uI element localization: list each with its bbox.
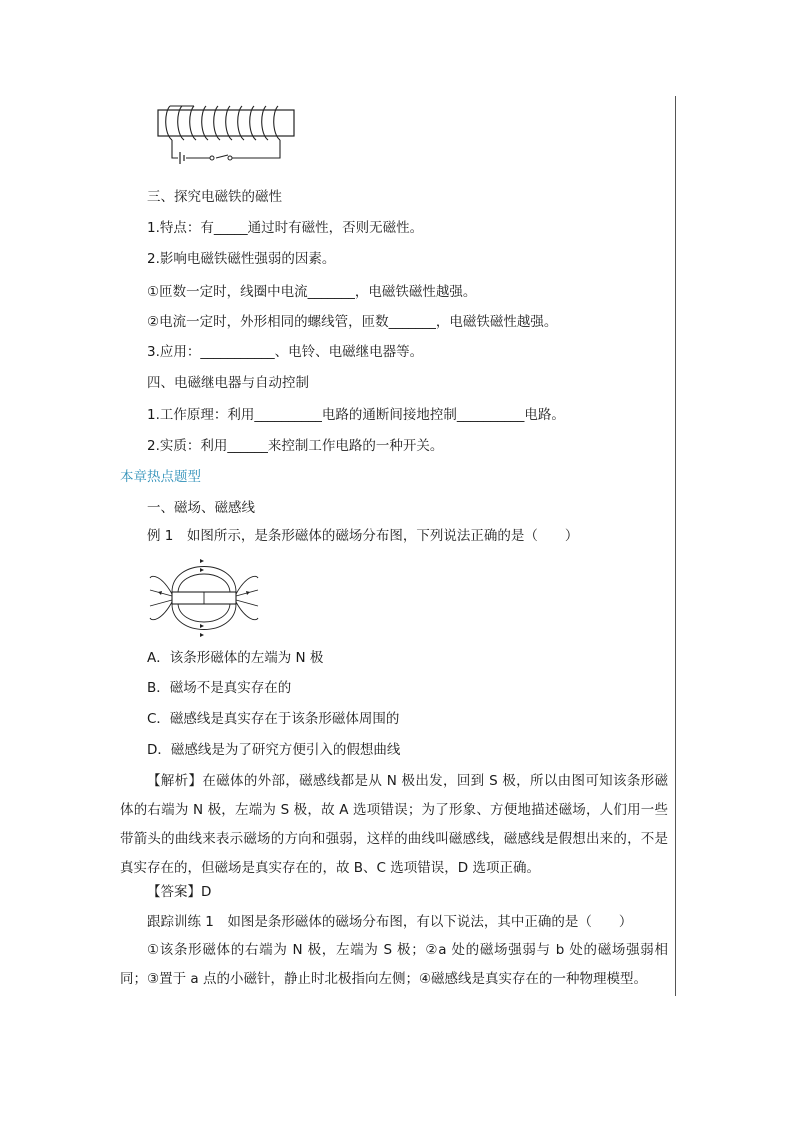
- electromagnet-circuit-figure: [150, 98, 300, 168]
- page-margin-rule: [675, 96, 676, 996]
- section3-line1: 1.特点：有_____通过时有磁性，否则无磁性。: [147, 220, 424, 236]
- coil-windings: [166, 106, 280, 140]
- example1-question: 例 1 如图所示，是条形磁体的磁场分布图，下列说法正确的是（ ）: [147, 528, 579, 544]
- circuit-wire: [172, 140, 280, 158]
- option-c: C．磁感线是真实存在于该条形磁体周围的: [147, 711, 400, 727]
- practice1-statements: ①该条形磁体的右端为 N 极，左端为 S 极；②a 处的磁场强弱与 b 处的磁场强弱相同；③置于 a 点的小磁针，静止时北极指向左侧；④磁感线是真实存在的一种物理模型。: [120, 942, 668, 987]
- section4-line2: 2.实质：利用______来控制工作电路的一种开关。: [147, 438, 444, 454]
- option-b: B．磁场不是真实存在的: [147, 680, 292, 696]
- section4-title: 四、电磁继电器与自动控制: [147, 375, 309, 391]
- hot-topics-heading: 本章热点题型: [120, 469, 201, 485]
- section4-line1: 1.工作原理：利用__________电路的通断间接地控制__________电路。: [147, 407, 565, 423]
- bar-magnet-field-figure: [148, 556, 260, 640]
- practice1-question: 跟踪训练 1 如图是条形磁体的磁场分布图，有以下说法，其中正确的是（ ）: [147, 914, 633, 930]
- section3-title: 三、探究电磁铁的磁性: [147, 189, 282, 205]
- section3-line4: ②电流一定时，外形相同的螺线管，匝数_______，电磁铁磁性越强。: [147, 314, 558, 330]
- section3-line2: 2.影响电磁铁磁性强弱的因素。: [147, 251, 336, 267]
- option-a: A．该条形磁体的左端为 N 极: [147, 650, 324, 666]
- analysis-paragraph: 【解析】在磁体的外部，磁感线都是从 N 极出发，回到 S 极，所以由图可知该条形磁体的右端为 N 极，左端为 S 极，故 A 选项错误；为了形象、方便地描述磁场，人们用一些带箭头的曲线来表示磁场的方向和强弱，这样的曲线叫磁感线，磁感线是假想出来的，不是真实存在的，但磁场是真实存在的，故 B、C 选项错误，D 选项正确。: [120, 773, 668, 876]
- option-d: D．磁感线是为了研究方便引入的假想曲线: [147, 742, 401, 758]
- section3-line3: ①匝数一定时，线圈中电流_______，电磁铁磁性越强。: [147, 284, 477, 300]
- battery-icon: [180, 152, 184, 164]
- section3-line5: 3.应用：___________、电铃、电磁继电器等。: [147, 344, 424, 360]
- answer-line: 【答案】D: [147, 884, 212, 900]
- topic-subheading: 一、磁场、磁感线: [147, 500, 255, 516]
